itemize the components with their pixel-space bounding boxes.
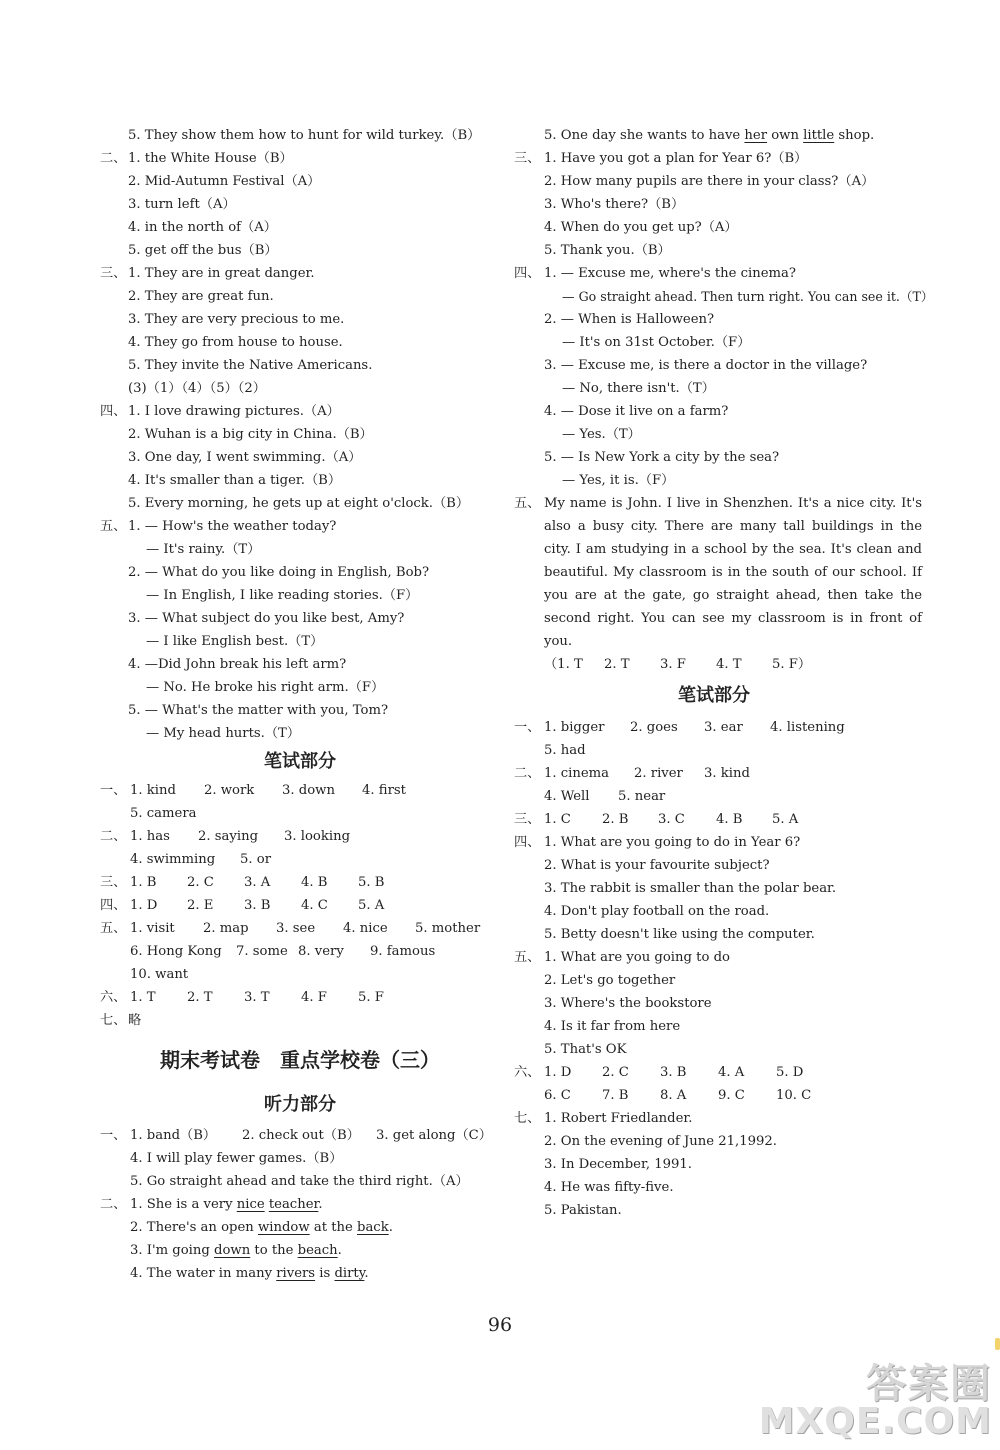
answer-line: 3. One day, I went swimming.（A） [128,450,362,465]
answer-cell: 4. A [718,1065,745,1080]
section-marker: 一、 [100,1128,127,1143]
answer-cell: 1. visit [130,921,175,936]
answer-cell: 7. some [236,944,288,959]
answer-cell: 1. cinema [544,766,610,781]
answer-cell: 3. ear [704,720,743,735]
answer-line: 5. Pakistan. [544,1203,622,1218]
watermark-cn: 答案圈 [866,1361,992,1407]
answer-cell: 5. or [240,852,272,867]
answer-cell: 3. kind [704,766,750,781]
dialogue-line: 5. — Is New York a city by the sea? [544,450,780,465]
answer-cell: 1. D [130,898,158,913]
dialogue-line: — No, there isn't.（T） [562,381,715,396]
answer-line: 1. Have you got a plan for Year 6?（B） [544,151,808,166]
answer-line: 4. Is it far from here [544,1019,681,1034]
fill-line: 二、 1. She is a very nice teacher. [100,1193,500,1216]
answer-cell: 3. B [660,1065,687,1080]
dialogue-line: 2. — When is Halloween? [544,312,715,327]
section-marker: 二、 [100,829,127,844]
answer-line: 4. It's smaller than a tiger.（B） [128,473,342,488]
section-marker: 三、 [100,266,127,281]
answer-line: 5. They show them how to hunt for wild turkey.（B） [128,128,481,143]
answer-line: 1. I love drawing pictures.（A） [128,404,340,419]
passage [514,492,922,653]
answer-cell: 2. C [187,875,214,890]
section-title: 笔试部分 [264,751,336,772]
answer-cell: 9. C [718,1088,745,1103]
answer-cell: 8. A [660,1088,687,1103]
answer-cell: 6. C [544,1088,571,1103]
answer-cell: 3. looking [284,829,351,844]
dialogue-line: 1. — Excuse me, where's the cinema? [544,266,796,281]
answer-cell: 3. B [244,898,271,913]
section-marker: 一、 [100,783,127,798]
answer-line: 5. Thank you.（B） [544,243,671,258]
answer-cell: 1. bigger [544,720,605,735]
answer-line: 3. Where's the bookstore [544,996,712,1011]
answer-cell: （1. T [544,657,583,672]
answer-line: 4. in the north of（A） [128,220,277,235]
section-marker: 六、 [100,990,127,1005]
dialogue-line: — In English, I like reading stories.（F） [146,588,419,603]
underlined-word: down [214,1243,251,1258]
answer-cell: 1. C [544,812,571,827]
answer-cell: 5. near [618,789,666,804]
answer-line: 2. How many pupils are there in your class?（A） [544,174,875,189]
answer-cell: 2. C [602,1065,629,1080]
answer-cell: 3. get along（C） [376,1128,492,1143]
right-column [514,124,934,1222]
answer-cell: 5. F [358,990,384,1005]
answer-cell: 4. T [716,657,742,672]
section-marker: 二、 [514,766,541,781]
dialogue-line: — Yes, it is.（F） [562,473,675,488]
answer-cell: 2. saying [198,829,259,844]
answer-line: 2. Wuhan is a big city in China.（B） [128,427,373,442]
answer-cell: 5. mother [415,921,481,936]
answer-line: 1. the White House（B） [128,151,293,166]
section-marker: 二、 [100,151,127,166]
answer-cell: 4. nice [343,921,388,936]
fill-line: 3. I'm going down to the beach. [130,1243,342,1258]
answer-cell: 4. B [301,875,328,890]
answer-line: 1. What are you going to do [544,950,730,965]
section-marker: 六、 [514,1065,541,1080]
dialogue-line: — It's rainy.（T） [146,542,261,557]
underlined-word: window [257,1220,310,1235]
watermark-logo [759,1352,992,1442]
answer-cell: 7. B [602,1088,629,1103]
fill-line: 4. The water in many rivers is dirty. [130,1266,369,1281]
page-number: 96 [487,1314,513,1336]
section-marker: 三、 [514,151,541,166]
answer-line: 3. In December, 1991. [544,1157,692,1172]
answer-cell: 4. C [301,898,328,913]
left-column [100,124,500,1285]
answer-cell: 8. very [298,944,344,959]
answer-line: 1. Robert Friedlander. [544,1111,693,1126]
section-marker: 五、 [514,496,541,511]
section-marker: 七、 [100,1013,127,1028]
section-marker: 一、 [514,720,541,735]
answer-line: 5. Every morning, he gets up at eight o'clock.（B） [128,496,470,511]
answer-line: 5. get off the bus（B） [128,243,278,258]
section-title: 笔试部分 [678,685,750,706]
underlined-word: beach [297,1243,338,1258]
answer-cell: 10. want [130,967,189,982]
answer-line: 1. What are you going to do in Year 6? [544,835,801,850]
answer-cell: 3. T [244,990,270,1005]
answer-cell: 10. C [776,1088,812,1103]
answer-cell: 5. camera [130,806,197,821]
answer-cell: 6. Hong Kong [130,944,222,959]
dialogue-line: — My head hurts.（T） [146,726,301,741]
answer-cell: 1. B [130,875,157,890]
answer-cell: 5. B [358,875,385,890]
answer-line: 4. I will play fewer games.（B） [130,1151,343,1166]
answer-cell: 2. B [602,812,629,827]
answer-line: 4. He was fifty-five. [544,1180,674,1195]
answer-cell: 9. famous [370,944,436,959]
dialogue-line: — Go straight ahead. Then turn right. You can see it.（T） [562,289,934,304]
underlined-word: rivers [276,1266,316,1281]
section-marker: 二、 [100,1197,127,1212]
dialogue-line: 3. — Excuse me, is there a doctor in the village? [544,358,868,373]
dialogue-line: — No. He broke his right arm.（F） [146,680,385,695]
answer-cell: 2. E [187,898,214,913]
dialogue-line: 1. — How's the weather today? [128,519,337,534]
answer-cell: 5. had [544,743,586,758]
answer-line: 1. They are in great danger. [128,266,315,281]
answer-line: 3. Who's there?（B） [544,197,685,212]
answer-cell: 2. goes [630,720,678,735]
fill-line: 5. One day she wants to have her own little shop. [544,128,875,143]
answer-cell: 5. F） [772,657,812,672]
answer-cell: 略 [128,1013,142,1028]
answer-cell: 2. check out（B） [242,1128,360,1143]
answer-cell: 4. listening [770,720,845,735]
dialogue-line: — I like English best.（T） [146,634,324,649]
answer-cell: 3. see [276,921,316,936]
answer-cell: 5. A [358,898,385,913]
answer-cell: 1. kind [130,783,176,798]
section-marker: 五、 [514,950,541,965]
answer-line: 3. turn left（A） [128,197,236,212]
underlined-word: her [744,128,768,143]
answer-line: 2. Let's go together [544,973,676,988]
answer-cell: 1. band（B） [130,1128,217,1143]
answer-cell: 2. river [634,766,683,781]
answer-line: 5. That's OK [544,1042,627,1057]
answer-line: 2. Mid-Autumn Festival（A） [128,174,321,189]
passage-text: My name is John. I live in Shenzhen. It's a nice city. It's also a busy city. There are many tall buildings in the city. I am studying in a school by the sea. It's clean and beautiful. My classroom is in the south of our school. If you are at the gate, go straight ahead, then take the second right. You can see my classroom is in front of you. [544,496,922,649]
answer-cell: 3. down [282,783,335,798]
dialogue-line: — Yes.（T） [562,427,641,442]
dialogue-line: 4. — Dose it live on a farm? [544,404,729,419]
underlined-word: little [803,128,835,143]
section-marker: 七、 [514,1111,541,1126]
answer-line: 3. They are very precious to me. [128,312,345,327]
answer-cell: 5. A [772,812,799,827]
answer-line: 4. Don't play football on the road. [544,904,770,919]
answer-cell: 2. T [604,657,630,672]
answer-cell: 4. first [362,783,406,798]
answer-cell: 5. D [776,1065,804,1080]
exam-title: 期末考试卷 重点学校卷（三） [160,1048,440,1072]
answer-line: 5. Go straight ahead and take the third right.（A） [130,1174,469,1189]
answer-cell: 1. T [130,990,156,1005]
section-marker: 三、 [100,875,127,890]
answer-cell: 3. A [244,875,271,890]
answer-cell: 3. C [658,812,685,827]
answer-line: 5. They invite the Native Americans. [128,358,373,373]
section-marker: 四、 [100,404,127,419]
edge-mark [995,1338,1000,1350]
answer-line: 4. When do you get up?（A） [544,220,738,235]
answer-line: 5. Betty doesn't like using the computer. [544,927,815,942]
answer-cell: 2. map [203,921,249,936]
fill-line: 2. There's an open window at the back. [130,1220,393,1235]
section-marker: 三、 [514,812,541,827]
dialogue-line: 3. — What subject do you like best, Amy? [128,611,405,626]
answer-cell: 1. D [544,1065,572,1080]
section-title: 听力部分 [264,1094,336,1115]
answer-cell: 4. F [301,990,327,1005]
answer-cell: 3. F [660,657,686,672]
answer-line: (3)（1）（4）（5）（2） [128,381,266,396]
answer-line: 4. They go from house to house. [128,335,343,350]
answer-line: 3. The rabbit is smaller than the polar bear. [544,881,837,896]
answer-cell: 4. Well [544,789,590,804]
answer-cell: 4. swimming [130,852,216,867]
answer-cell: 2. work [204,783,255,798]
answer-line: 2. They are great fun. [128,289,274,304]
section-marker: 四、 [100,898,127,913]
section-marker: 四、 [514,266,541,281]
section-marker: 五、 [100,921,127,936]
dialogue-line: — It's on 31st October.（F） [562,335,751,350]
answer-cell: 2. T [187,990,213,1005]
section-marker: 四、 [514,835,541,850]
answer-cell: 4. B [716,812,743,827]
dialogue-line: 2. — What do you like doing in English, Bob? [128,565,430,580]
answer-cell: 1. has [130,829,170,844]
dialogue-line: 5. — What's the matter with you, Tom? [128,703,389,718]
dialogue-line: 4. —Did John break his left arm? [128,657,347,672]
watermark-en: MXQE.COM [758,1401,992,1442]
answer-line: 2. What is your favourite subject? [544,858,770,873]
underlined-word: dirty [334,1266,365,1281]
section-marker: 五、 [100,519,127,534]
answer-line: 2. On the evening of June 21,1992. [544,1134,777,1149]
underlined-word: teacher [268,1197,319,1212]
underlined-word: nice [236,1197,265,1212]
underlined-word: back [357,1220,389,1235]
